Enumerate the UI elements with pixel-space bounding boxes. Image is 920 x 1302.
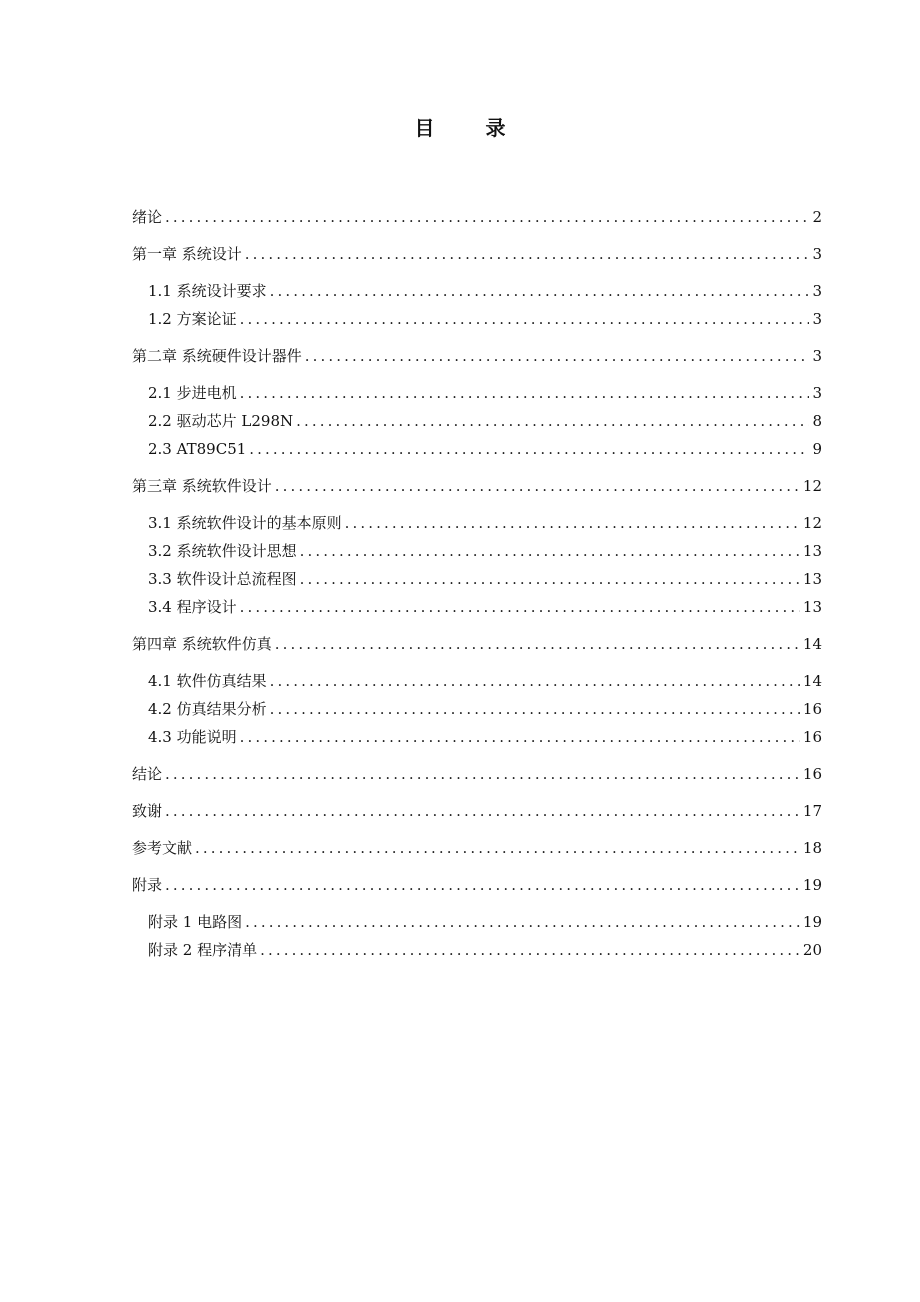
toc-entry-page-number: 3 — [812, 282, 822, 300]
toc-entry-page-number: 16 — [802, 700, 822, 718]
dot-leader — [296, 411, 809, 431]
toc-entry-label: 参考文献 — [132, 839, 193, 857]
dot-leader — [195, 838, 800, 858]
toc-entry-page-number: 13 — [802, 598, 822, 616]
dot-leader — [345, 513, 800, 533]
toc-entry-page-number: 17 — [802, 802, 822, 820]
dot-leader — [245, 244, 810, 264]
toc-entry[interactable] — [132, 801, 822, 821]
toc-entry[interactable] — [132, 207, 822, 227]
toc-entry[interactable] — [132, 940, 822, 960]
toc-entry[interactable] — [132, 476, 822, 496]
toc-entry-page-number: 13 — [802, 542, 822, 560]
toc-entry-page-number: 16 — [802, 765, 822, 783]
toc-entry[interactable] — [132, 597, 822, 617]
toc-entry-page-number: 3 — [812, 384, 822, 402]
dot-leader — [300, 569, 800, 589]
toc-entry-page-number: 19 — [802, 876, 822, 894]
toc-entry-label: 4.3 功能说明 — [148, 728, 237, 746]
toc-entry-label: 结论 — [132, 765, 163, 783]
dot-leader — [245, 912, 800, 932]
toc-entry-label: 2.3 AT89C51 — [148, 440, 247, 458]
toc-title: 目 录 — [414, 116, 528, 140]
toc-entry-page-number: 12 — [802, 477, 822, 495]
toc-entry[interactable] — [132, 838, 822, 858]
toc-entry-page-number: 18 — [802, 839, 822, 857]
toc-entry-label: 第三章 系统软件设计 — [132, 477, 272, 495]
toc-entry-label: 2.1 步进电机 — [148, 384, 237, 402]
toc-entry-page-number: 14 — [802, 672, 822, 690]
dot-leader — [249, 439, 809, 459]
toc-entry-label: 绪论 — [132, 208, 163, 226]
toc-entry-label: 第二章 系统硬件设计器件 — [132, 347, 302, 365]
toc-entry-page-number: 20 — [802, 941, 822, 959]
toc-entry-page-number: 12 — [802, 514, 822, 532]
toc-entry-page-number: 3 — [812, 245, 822, 263]
toc-entry-page-number: 2 — [812, 208, 822, 226]
toc-entry-label: 4.1 软件仿真结果 — [148, 672, 267, 690]
dot-leader — [165, 764, 800, 784]
dot-leader — [165, 801, 800, 821]
toc-entry-page-number: 16 — [802, 728, 822, 746]
toc-entry[interactable] — [132, 875, 822, 895]
toc-entry-label: 3.1 系统软件设计的基本原则 — [148, 514, 342, 532]
dot-leader — [165, 207, 809, 227]
toc-entry[interactable] — [132, 513, 822, 533]
toc-entry-label: 附录 2 程序清单 — [148, 941, 258, 959]
toc-entry-label: 4.2 仿真结果分析 — [148, 700, 267, 718]
dot-leader — [240, 309, 810, 329]
toc-entry-label: 3.4 程序设计 — [148, 598, 237, 616]
dot-leader — [305, 346, 810, 366]
toc-entry-label: 附录 — [132, 876, 163, 894]
toc-entry-page-number: 19 — [802, 913, 822, 931]
toc-entry[interactable] — [132, 309, 822, 329]
toc-entry-label: 3.2 系统软件设计思想 — [148, 542, 297, 560]
toc-entry[interactable] — [132, 634, 822, 654]
dot-leader — [275, 634, 800, 654]
toc-entry-label: 1.1 系统设计要求 — [148, 282, 267, 300]
toc-entry[interactable] — [132, 671, 822, 691]
toc-entry[interactable] — [132, 281, 822, 301]
toc-entry-page-number: 8 — [812, 412, 822, 430]
toc-entry[interactable] — [132, 764, 822, 784]
dot-leader — [165, 875, 800, 895]
dot-leader — [240, 383, 810, 403]
dot-leader — [275, 476, 800, 496]
toc-entry-label: 3.3 软件设计总流程图 — [148, 570, 297, 588]
dot-leader — [260, 940, 800, 960]
toc-entry-label: 第一章 系统设计 — [132, 245, 242, 263]
toc-entry[interactable] — [132, 383, 822, 403]
toc-entry-page-number: 3 — [812, 347, 822, 365]
toc-entry-page-number: 13 — [802, 570, 822, 588]
toc-entry[interactable] — [132, 346, 822, 366]
dot-leader — [300, 541, 800, 561]
toc-entry[interactable] — [132, 727, 822, 747]
toc-entry[interactable] — [132, 541, 822, 561]
toc-entry-label: 第四章 系统软件仿真 — [132, 635, 272, 653]
toc-entry-label: 致谢 — [132, 802, 163, 820]
toc-entry[interactable] — [132, 411, 822, 431]
toc-entry-label: 2.2 驱动芯片 L298N — [148, 412, 294, 430]
toc-entry[interactable] — [132, 569, 822, 589]
toc-entry-label: 附录 1 电路图 — [148, 913, 243, 931]
toc-entry[interactable] — [132, 439, 822, 459]
toc-entry[interactable] — [132, 912, 822, 932]
toc-entry-page-number: 9 — [812, 440, 822, 458]
toc-entry-page-number: 3 — [812, 310, 822, 328]
toc-entry[interactable] — [132, 244, 822, 264]
dot-leader — [240, 727, 800, 747]
dot-leader — [270, 281, 810, 301]
toc-entry-page-number: 14 — [802, 635, 822, 653]
dot-leader — [270, 699, 800, 719]
toc-entry-label: 1.2 方案论证 — [148, 310, 237, 328]
toc-entry[interactable] — [132, 699, 822, 719]
dot-leader — [240, 597, 800, 617]
dot-leader — [270, 671, 800, 691]
